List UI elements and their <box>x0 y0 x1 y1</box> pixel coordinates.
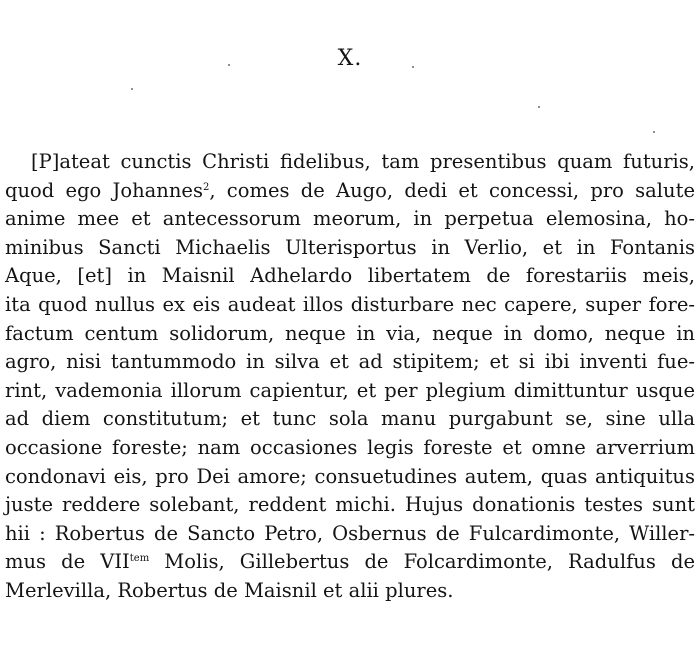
text-segment: quod ego Johannes <box>5 178 203 202</box>
text-line <box>5 520 695 549</box>
text-line <box>5 177 695 206</box>
text-segment: minibus Sancti Michaelis Ulterisportus in Verlio, et in Fontanis <box>5 235 695 259</box>
text-segment: rint, vademonia illorum capientur, et per plegium dimittuntur usque <box>5 378 695 402</box>
text-segment: agro, nisi tantummodo in silva et ad stipitem; et si ibi inventi fue- <box>5 350 695 374</box>
text-segment: mus de VII <box>5 550 130 574</box>
text-line <box>5 463 695 492</box>
text-line <box>5 320 695 349</box>
text-segment: occasione foreste; nam occasiones legis foreste et omne arverrium <box>5 435 695 459</box>
paper-speck <box>412 66 414 68</box>
superscript: tem <box>129 553 150 565</box>
text-line <box>5 148 695 177</box>
charter-number-heading: X. <box>337 46 363 71</box>
paper-speck <box>228 64 230 66</box>
text-segment: ad diem constitutum; et tunc sola manu purgabunt se, sine ulla <box>5 407 695 431</box>
text-line <box>5 377 695 406</box>
paper-speck <box>538 106 540 108</box>
text-line <box>5 262 695 291</box>
text-segment: Merlevilla, Robertus de Maisnil et alii plures. <box>5 578 454 602</box>
text-segment: Molis, Gillebertus de Folcardimonte, Radulfus de <box>149 550 695 574</box>
text-segment: condonavi eis, pro Dei amore; consuetudines autem, quas antiquitus <box>5 464 695 488</box>
text-line <box>5 205 695 234</box>
text-segment: Aque, [et] in Maisnil Adhelardo libertatem de forestariis meis, <box>5 264 695 288</box>
text-line <box>5 434 695 463</box>
paper-speck <box>131 88 133 90</box>
text-line <box>5 348 695 377</box>
text-segment: anime mee et antecessorum meorum, in perpetua elemosina, ho- <box>5 207 695 231</box>
text-line <box>5 491 695 520</box>
text-line <box>5 577 695 606</box>
text-segment: juste reddere solebant, reddent michi. Hujus donationis testes sunt <box>5 493 695 517</box>
text-line <box>5 405 695 434</box>
text-line <box>5 234 695 263</box>
superscript: 2 <box>202 181 210 193</box>
text-line <box>5 291 695 320</box>
text-segment: ita quod nullus ex eis audeat illos disturbare nec capere, super fore- <box>5 292 695 316</box>
charter-text <box>5 148 695 606</box>
text-line <box>5 548 695 577</box>
text-segment: factum centum solidorum, neque in via, neque in domo, neque in <box>5 321 695 345</box>
paper-speck <box>653 131 655 133</box>
text-segment: , comes de Augo, dedi et concessi, pro salute <box>209 178 695 202</box>
text-segment: [P]ateat cunctis Christi fidelibus, tam presentibus quam futuris, <box>31 150 695 173</box>
text-segment: hii : Robertus de Sancto Petro, Osbernus de Fulcardimonte, Willer- <box>5 521 695 545</box>
